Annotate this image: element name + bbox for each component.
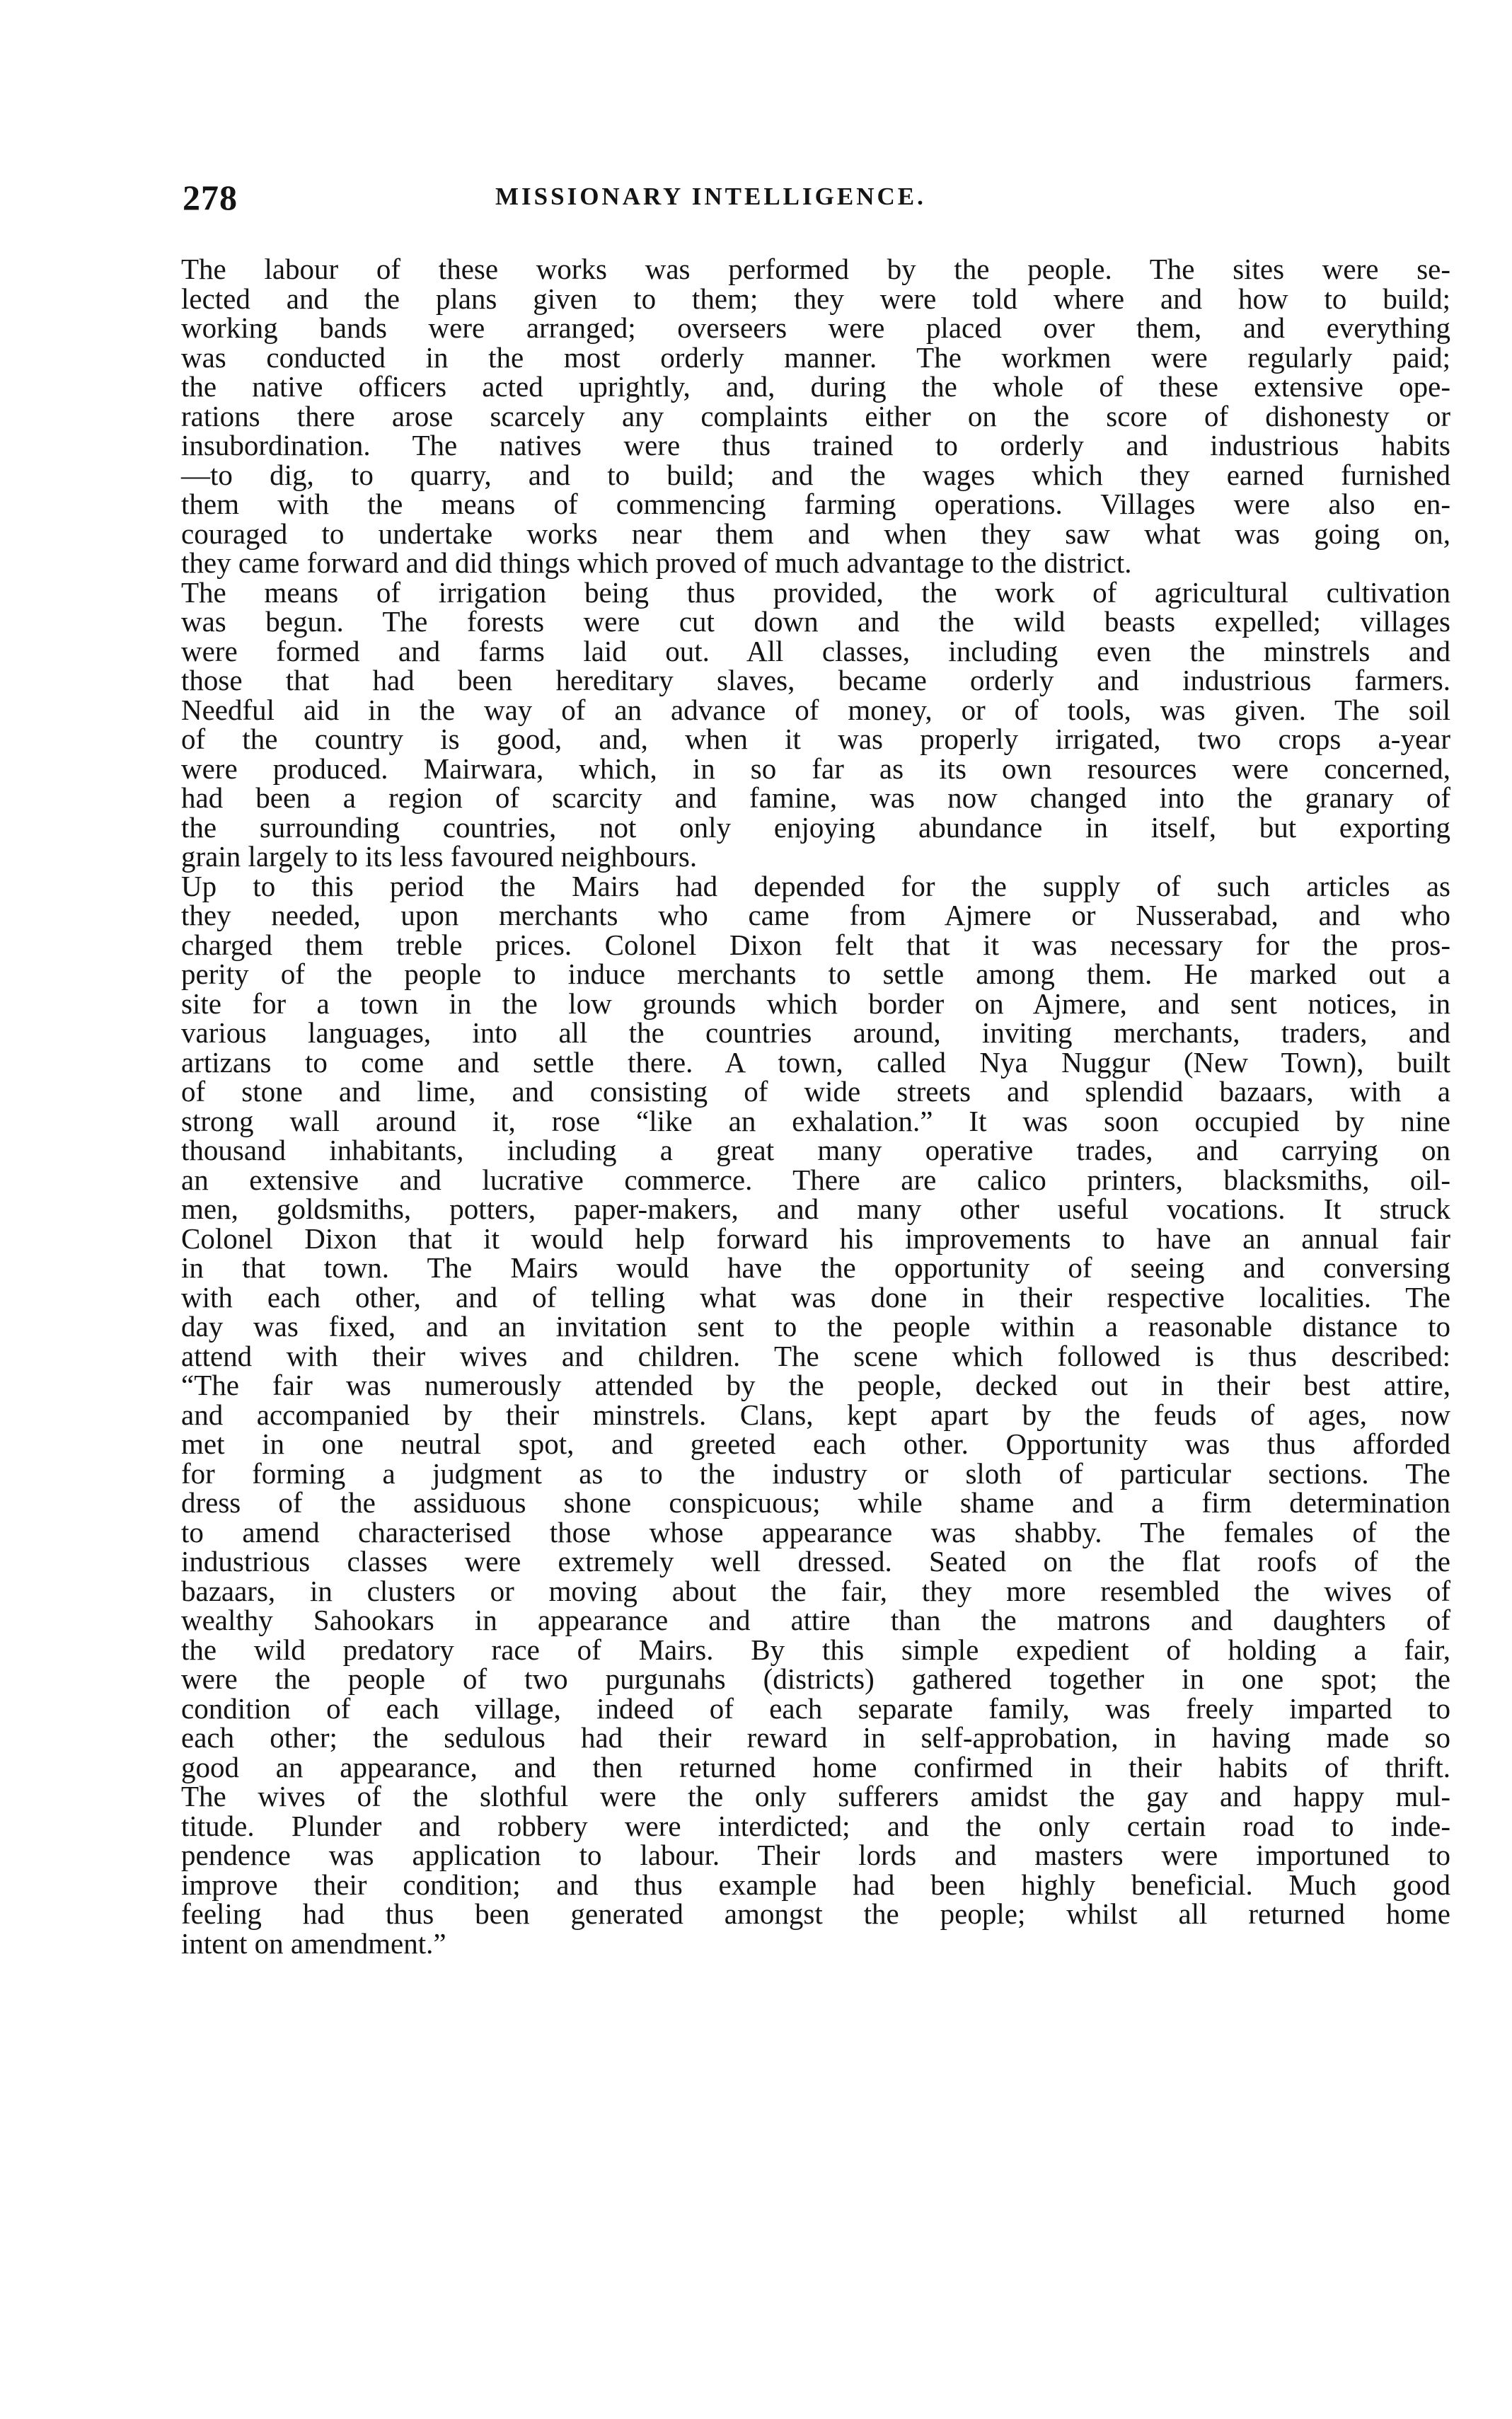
text-line: in that town. The Mairs would have the opportunity of seeing and conversing bbox=[181, 1251, 1450, 1284]
text-line: men, goldsmiths, potters, paper-makers, and many other useful vocations. It struck bbox=[181, 1193, 1450, 1225]
text-line: were formed and farms laid out. All classes, including even the minstrels and bbox=[181, 634, 1450, 667]
text-line: feeling had thus been generated amongst the people; whilst all returned home bbox=[181, 1897, 1450, 1930]
text-line: and accompanied by their minstrels. Clans, kept apart by the feuds of ages, now bbox=[181, 1398, 1450, 1431]
body-text bbox=[181, 255, 1450, 1958]
paragraph bbox=[181, 575, 1450, 873]
text-line: dress of the assiduous shone conspicuous; while shame and a firm determination bbox=[181, 1486, 1450, 1519]
text-line: those that had been hereditary slaves, became orderly and industrious farmers. bbox=[181, 664, 1450, 696]
text-line: thousand inhabitants, including a great many operative trades, and carrying on bbox=[181, 1134, 1450, 1166]
text-line: improve their condition; and thus example had been highly beneficial. Much good bbox=[181, 1868, 1450, 1901]
text-line: was conducted in the most orderly manner. The workmen were regularly paid; bbox=[181, 340, 1450, 374]
text-line: site for a town in the low grounds which border on Ajmere, and sent notices, in bbox=[181, 987, 1450, 1020]
text-line: couraged to undertake works near them and when they saw what was going on, bbox=[181, 517, 1450, 550]
text-line: were the people of two purgunahs (districts) gathered together in one spot; the bbox=[181, 1662, 1450, 1695]
text-line: grain largely to its less favoured neighbours. bbox=[181, 840, 698, 873]
text-line: titude. Plunder and robbery were interdicted; and the only certain road to inde- bbox=[181, 1809, 1450, 1842]
text-line: had been a region of scarcity and famine, was now changed into the granary of bbox=[181, 781, 1450, 814]
paragraph bbox=[181, 869, 1450, 1960]
text-line: intent on amendment.” bbox=[181, 1926, 446, 1960]
text-line: artizans to come and settle there. A town, called Nya Nuggur (New Town), built bbox=[181, 1045, 1450, 1079]
text-line: the surrounding countries, not only enjoying abundance in itself, but exporting bbox=[181, 810, 1450, 844]
text-line: “The fair was numerously attended by the people, decked out in their best attire, bbox=[181, 1369, 1450, 1401]
text-line: charged them treble prices. Colonel Dixon felt that it was necessary for the pros- bbox=[181, 928, 1450, 961]
text-line: they came forward and did things which proved of much advantage to the district. bbox=[181, 546, 1132, 579]
text-line: Needful aid in the way of an advance of money, or of tools, was given. The soil bbox=[181, 693, 1450, 726]
text-line: each other; the sedulous had their reward in self-approbation, in having made so bbox=[181, 1721, 1450, 1754]
text-line: The means of irrigation being thus provided, the work of agricultural cultivation bbox=[181, 575, 1450, 609]
text-line: —to dig, to quarry, and to build; and the wages which they earned furnished bbox=[181, 458, 1450, 491]
running-head bbox=[174, 173, 1448, 222]
text-line: perity of the people to induce merchants to settle among them. He marked out a bbox=[181, 958, 1450, 990]
text-line: the native officers acted uprightly, and, during the whole of these extensive ope- bbox=[181, 370, 1450, 403]
paragraph bbox=[181, 255, 1450, 578]
text-line: of the country is good, and, when it was properly irrigated, two crops a-year bbox=[181, 723, 1450, 755]
text-line: strong wall around it, rose “like an exhalation.” It was soon occupied by nine bbox=[181, 1104, 1450, 1137]
text-line: the wild predatory race of Mairs. By this simple expedient of holding a fair, bbox=[181, 1633, 1450, 1666]
text-line: rations there arose scarcely any complaints either on the score of dishonesty or bbox=[181, 399, 1450, 432]
text-line: working bands were arranged; overseers were placed over them, and everything bbox=[181, 311, 1450, 344]
page-number: 278 bbox=[183, 178, 238, 217]
text-line: lected and the plans given to them; they were told where and how to build; bbox=[181, 282, 1450, 315]
text-line: attend with their wives and children. The scene which followed is thus described: bbox=[181, 1339, 1450, 1372]
text-line: industrious classes were extremely well dressed. Seated on the flat roofs of the bbox=[181, 1545, 1450, 1578]
text-line: pendence was application to labour. Their lords and masters were importuned to bbox=[181, 1839, 1450, 1871]
text-line: The wives of the slothful were the only sufferers amidst the gay and happy mul- bbox=[181, 1780, 1450, 1812]
text-line: wealthy Sahookars in appearance and attire than the matrons and daughters of bbox=[181, 1604, 1450, 1636]
text-line: day was fixed, and an invitation sent to the people within a reasonable distance to bbox=[181, 1310, 1450, 1343]
text-line: an extensive and lucrative commerce. There are calico printers, blacksmiths, oil- bbox=[181, 1163, 1450, 1196]
text-line: various languages, into all the countries around, inviting merchants, traders, and bbox=[181, 1016, 1450, 1049]
text-line: of stone and lime, and consisting of wide streets and splendid bazaars, with a bbox=[181, 1075, 1450, 1108]
text-line: they needed, upon merchants who came from Ajmere or Nusserabad, and who bbox=[181, 899, 1450, 931]
text-line: bazaars, in clusters or moving about the fair, they more resembled the wives of bbox=[181, 1574, 1450, 1607]
text-line: condition of each village, indeed of each separate family, was freely imparted to bbox=[181, 1691, 1450, 1725]
text-line: were produced. Mairwara, which, in so far as its own resources were concerned, bbox=[181, 752, 1450, 785]
section-title: MISSIONARY INTELLIGENCE. bbox=[495, 183, 926, 210]
text-line: with each other, and of telling what was done in their respective localities. The bbox=[181, 1280, 1450, 1314]
text-line: Colonel Dixon that it would help forward his improvements to have an annual fair bbox=[181, 1222, 1450, 1255]
text-line: good an appearance, and then returned home confirmed in their habits of thrift. bbox=[181, 1750, 1450, 1783]
text-line: to amend characterised those whose appearance was shabby. The females of the bbox=[181, 1515, 1450, 1548]
text-line: met in one neutral spot, and greeted each other. Opportunity was thus afforded bbox=[181, 1427, 1450, 1460]
text-line: Up to this period the Mairs had depended for the supply of such articles as bbox=[181, 869, 1450, 902]
text-line: was begun. The forests were cut down and the wild beasts expelled; villages bbox=[181, 605, 1450, 638]
text-line: for forming a judgment as to the industry or sloth of particular sections. The bbox=[181, 1456, 1450, 1490]
text-line: insubordination. The natives were thus trained to orderly and industrious habits bbox=[181, 429, 1450, 461]
text-line: them with the means of commencing farming operations. Villages were also en- bbox=[181, 488, 1450, 520]
text-line: The labour of these works was performed by the people. The sites were se- bbox=[181, 253, 1450, 285]
